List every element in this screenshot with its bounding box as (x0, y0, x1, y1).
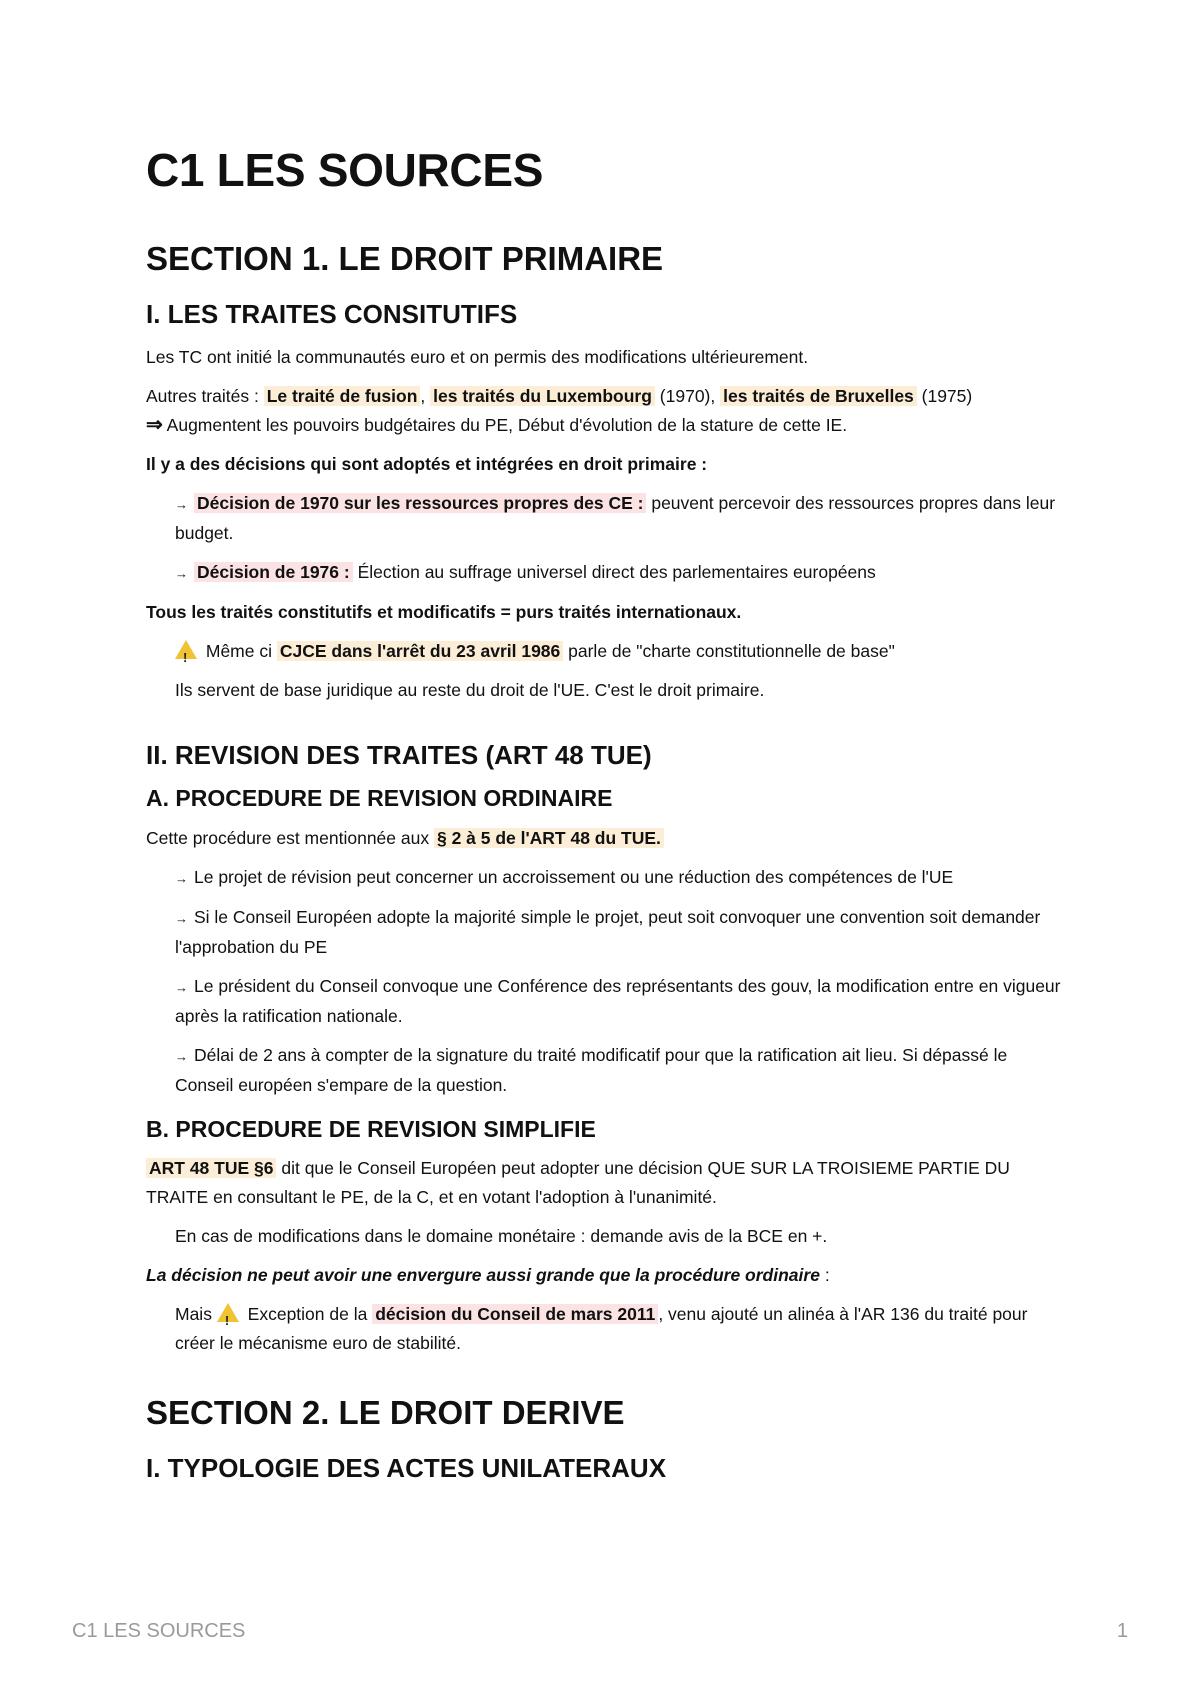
highlight-decision-2011: décision du Conseil de mars 2011 (372, 1304, 658, 1324)
paragraph-bold: Il y a des décisions qui sont adoptés et intégrées en droit primaire : (146, 454, 708, 475)
highlight-art48: § 2 à 5 de l'ART 48 du TUE. (434, 828, 664, 848)
page-number: 1 (1116, 1620, 1128, 1642)
bullet-item: → Si le Conseil Européen adopte la majorité simple le projet, peut soit convoquer une convention soit demander l'approbation du PE (175, 906, 1041, 957)
section-2-heading: SECTION 2. LE DROIT DERIVE (146, 1394, 625, 1432)
double-arrow-icon: ⇒ (146, 414, 163, 437)
highlight-luxembourg: les traités du Luxembourg (430, 386, 655, 406)
section-2-part-1-heading: I. TYPOLOGIE DES ACTES UNILATERAUX (146, 1453, 667, 1484)
subpart-b-heading: B. PROCEDURE DE REVISION SIMPLIFIE (146, 1115, 596, 1142)
subpart-a-heading: A. PROCEDURE DE REVISION ORDINAIRE (146, 785, 613, 812)
paragraph: En cas de modifications dans le domaine monétaire : demande avis de la BCE en +. (175, 1226, 828, 1247)
paragraph: Les TC ont initié la communautés euro et on permis des modifications ultérieurement. (146, 347, 809, 368)
part-1-heading: I. LES TRAITES CONSITUTIFS (146, 298, 518, 329)
paragraph: Cette procédure est mentionnée aux § 2 à 5 de l'ART 48 du TUE. (146, 824, 1066, 853)
section-1-heading: SECTION 1. LE DROIT PRIMAIRE (146, 239, 664, 277)
paragraph-bold-italic: La décision ne peut avoir une envergure aussi grande que la procédure ordinaire : (146, 1265, 830, 1286)
highlight-cjce: CJCE dans l'arrêt du 23 avril 1986 (277, 641, 563, 661)
bullet-item: → Le président du Conseil convoque une Conférence des représentants des gouv, la modification entre en vigueur après la ratification nationale. (175, 975, 1061, 1026)
highlight-decision-1976: Décision de 1976 : (194, 562, 353, 582)
right-arrow-icon: → (175, 1048, 188, 1064)
page-footer (72, 1620, 1128, 1643)
right-arrow-icon: → (175, 910, 188, 926)
part-2-heading: II. REVISION DES TRAITES (ART 48 TUE) (146, 740, 652, 771)
bullet-item: → Le projet de révision peut concerner un accroissement ou une réduction des compétences de l'UE (175, 866, 954, 887)
right-arrow-icon: → (175, 566, 188, 582)
paragraph: Ils servent de base juridique au reste du droit de l'UE. C'est le droit primaire. (175, 680, 765, 701)
warning-line: ! Même ci CJCE dans l'arrêt du 23 avril 1986 parle de "charte constitutionnelle de base" (146, 637, 1066, 666)
document-body (146, 145, 1066, 1498)
warning-icon (217, 1303, 239, 1322)
paragraph-bold: Tous les traités constitutifs et modificatifs = purs traités internationaux. (146, 602, 742, 623)
warning-icon (175, 640, 197, 659)
right-arrow-icon: → (175, 870, 188, 886)
highlight-bruxelles: les traités de Bruxelles (720, 386, 917, 406)
paragraph-other-treaties: Autres traités : Le traité de fusion , les traités du Luxembourg (1970), les traités de Bruxelles (1975) ⇒ Augmentent les pouvoirs budgétaires du PE, Début d'évolution de la stature de cette IE. (146, 386, 973, 437)
paragraph: ART 48 TUE §6 dit que le Conseil Européen peut adopter une décision QUE SUR LA TROISIEME PARTIE DU TRAITE en consultant le PE, de la C, et en votant l'adoption à l'unanimité. (146, 1158, 1010, 1208)
right-arrow-icon: → (175, 979, 188, 995)
highlight-decision-1970: Décision de 1970 sur les ressources propres des CE : (194, 493, 646, 513)
bullet-item: → Décision de 1976 : Élection au suffrage universel direct des parlementaires européens (175, 562, 876, 583)
page-title: C1 LES SOURCES (146, 144, 544, 196)
right-arrow-icon: → (175, 497, 188, 513)
highlight-art48-6: ART 48 TUE §6 (146, 1158, 276, 1178)
bullet-item: → Délai de 2 ans à compter de la signature du traité modificatif pour que la ratification ait lieu. Si dépassé le Conseil européen s'empare de la question. (175, 1044, 1008, 1095)
highlight-fusion: Le traité de fusion (264, 386, 421, 406)
footer-title: C1 LES SOURCES (72, 1620, 246, 1642)
warning-line: Mais ! Exception de la décision du Conseil de mars 2011 , venu ajouté un alinéa à l'AR 136 du traité pour créer le mécanisme euro de stabilité. (146, 1300, 1066, 1358)
bullet-item: → Décision de 1970 sur les ressources propres des CE : peuvent percevoir des ressources propres dans leur budget. (175, 493, 1056, 544)
